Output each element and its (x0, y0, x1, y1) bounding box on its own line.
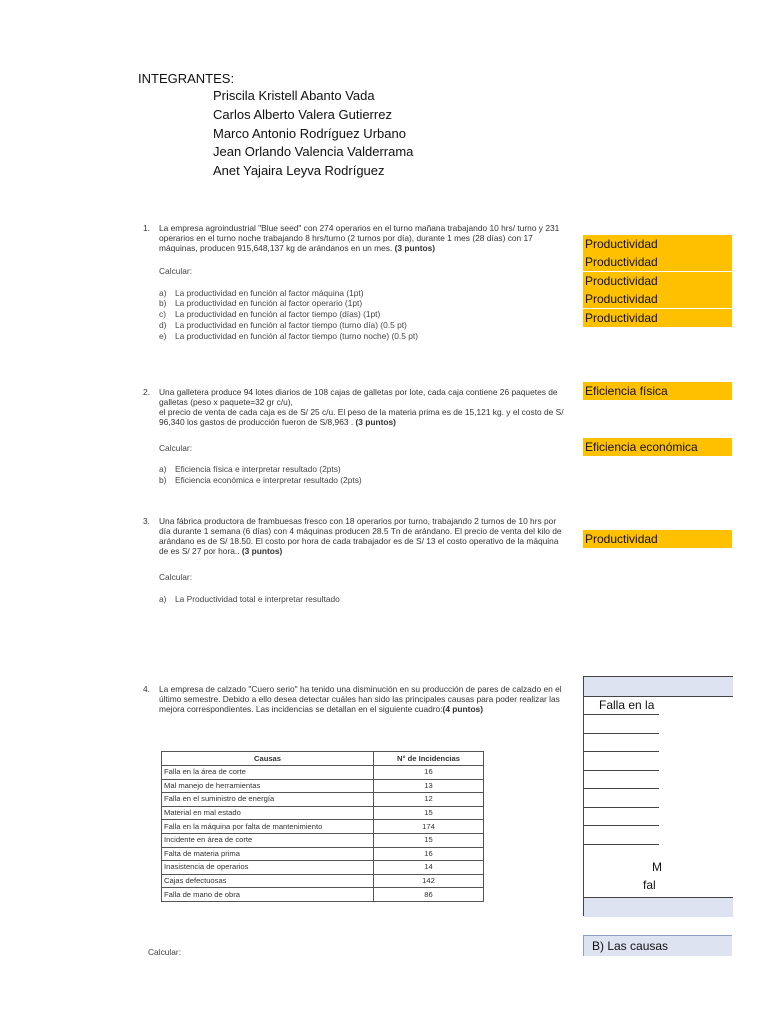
cause-cell: Inasistencia de operarios (162, 861, 374, 875)
member-name: Jean Orlando Valencia Valderrama (213, 144, 414, 159)
table-row (162, 766, 484, 780)
question-text: La empresa de calzado "Cuero serio" ha tenido una disminución en su producción de pares de calzado en el último semestre. Debido a ello desea detectar cuáles han sido las principales causas para poder realizar las mejora correspondientes. Las incidencias se detallan en el siguiente cuadro: (159, 684, 562, 714)
count-cell: 13 (374, 779, 484, 793)
table-row (162, 806, 484, 820)
grid-line (584, 770, 659, 771)
count-cell: 174 (374, 820, 484, 834)
question-2 (143, 387, 565, 427)
question-text: Una fábrica productora de frambuesas fresco con 18 operarios por turno, trabajando 2 turnos de 10 hrs por día durante 1 semana (6 días) con 4 máquinas producen 28.5 Tn de arándano. El precio de venta del kilo de arándano es de S/ 18.50. El costo por hora de cada trabajador es de S/ 13 el costo operativo de la máquina de es S/ 27 por hora.. (159, 516, 562, 556)
question-item: e) La productividad en función al factor tiempo (turno noche) (0.5 pt) (159, 331, 419, 341)
table-header-row (162, 752, 484, 766)
answer-cell-economic-efficiency[interactable]: Eficiencia económica (583, 438, 732, 456)
cause-cell: Falta de materia prima (162, 847, 374, 861)
question-item: a) La Productividad total e interpretar resultado (159, 594, 340, 604)
grid-line (584, 825, 659, 826)
members-heading: INTEGRANTES: (138, 71, 235, 86)
grid-cell-m: M (652, 860, 662, 874)
grid-header (584, 676, 733, 697)
question-item: b) Eficiencia económica e interpretar resultado (2pts) (159, 475, 362, 485)
grid-line (584, 807, 659, 808)
count-cell: 12 (374, 793, 484, 807)
answer-cell-productivity[interactable]: Productividad (583, 253, 732, 271)
answer-cell-physical-efficiency[interactable]: Eficiencia física (583, 382, 732, 400)
grid-line (584, 751, 659, 752)
answer-cell-productivity[interactable]: Productividad (583, 290, 732, 308)
cause-cell: Cajas defectuosas (162, 874, 374, 888)
grid-cell-fal: fal (643, 878, 656, 892)
question-number: 1. (143, 223, 150, 233)
question-item: d) La productividad en función al factor tiempo (turno día) (0.5 pt) (159, 320, 407, 330)
question-3 (143, 516, 565, 556)
calculate-label: Calcular: (159, 572, 193, 582)
cause-cell: Falla en la máquina por falta de mantenimiento (162, 820, 374, 834)
member-name: Priscila Kristell Abanto Vada (213, 88, 375, 103)
count-cell: 86 (374, 888, 484, 902)
table-row (162, 847, 484, 861)
calculate-label: Calcular: (148, 947, 182, 957)
answer-cell-total-productivity[interactable]: Productividad (583, 530, 732, 548)
table-row (162, 820, 484, 834)
grid-line (584, 733, 659, 734)
causes-answer-box[interactable]: B) Las causas (583, 935, 732, 956)
answer-cell-productivity[interactable]: Productividad (583, 309, 732, 327)
count-cell: 16 (374, 766, 484, 780)
question-points: (4 puntos) (442, 704, 484, 714)
pareto-grid (583, 676, 733, 916)
column-header: Causas (162, 752, 374, 766)
cause-cell: Mal manejo de herramientas (162, 779, 374, 793)
cause-cell: Falla de mano de obra (162, 888, 374, 902)
question-item: b) La productividad en función al factor operario (1pt) (159, 298, 363, 308)
grid-first-cell: Falla en la (599, 698, 655, 712)
question-points: (3 puntos) (241, 546, 283, 556)
causes-table (161, 751, 484, 902)
question-text: el precio de venta de cada caja es de S/ 25 c/u. El peso de la materia prima es de 15,121 kg. y el costo de S/ 96,340 los gastos de producción fueron de S/8,963 . (159, 407, 564, 427)
grid-footer (584, 897, 733, 917)
question-number: 3. (143, 516, 150, 526)
count-cell: 15 (374, 806, 484, 820)
cause-cell: Material en mal estado (162, 806, 374, 820)
question-item: c) La productividad en función al factor tiempo (días) (1pt) (159, 309, 381, 319)
question-text: La empresa agroindustrial "Blue seed" con 274 operarios en el turno mañana trabajando 10 hrs/ turno y 231 operarios en el turno noche trabajando 8 hrs/turno (2 turnos por día), durante 1 mes (28 días) con 17 máquinas, producen 915,648,137 kg de arándanos en un mes. (159, 223, 560, 253)
member-name: Anet Yajaira Leyva Rodríguez (213, 163, 385, 178)
cause-cell: Falla en la área de corte (162, 766, 374, 780)
count-cell: 142 (374, 874, 484, 888)
cause-cell: Incidente en área de corte (162, 833, 374, 847)
table-row (162, 861, 484, 875)
answer-cell-productivity[interactable]: Productividad (583, 235, 732, 253)
table-row (162, 833, 484, 847)
grid-line (584, 844, 659, 845)
table-row (162, 779, 484, 793)
answer-cell-productivity[interactable]: Productividad (583, 272, 732, 290)
question-text: Una galletera produce 94 lotes diarios de 108 cajas de galletas por lote, cada caja contiene 26 paquetes de galletas (peso x paquete=32 gr c/u), (159, 387, 558, 407)
question-points: (3 puntos) (394, 243, 436, 253)
table-row (162, 874, 484, 888)
table-row (162, 793, 484, 807)
count-cell: 15 (374, 833, 484, 847)
count-cell: 16 (374, 847, 484, 861)
question-number: 4. (143, 684, 150, 694)
grid-line (584, 714, 659, 715)
table-row (162, 888, 484, 902)
count-cell: 14 (374, 861, 484, 875)
question-4 (143, 684, 565, 714)
cause-cell: Falla en el suministro de energía (162, 793, 374, 807)
calculate-label: Calcular: (159, 443, 193, 453)
question-1 (143, 223, 565, 253)
question-points: (3 puntos) (355, 417, 396, 427)
question-item: a) Eficiencia física e interpretar resultado (2pts) (159, 464, 341, 474)
member-name: Marco Antonio Rodríguez Urbano (213, 126, 406, 141)
column-header: N° de Incidencias (374, 752, 484, 766)
member-name: Carlos Alberto Valera Gutierrez (213, 107, 392, 122)
question-item: a) La productividad en función al factor máquina (1pt) (159, 288, 364, 298)
question-number: 2. (143, 387, 150, 397)
calculate-label: Calcular: (159, 266, 193, 276)
grid-line (584, 788, 659, 789)
